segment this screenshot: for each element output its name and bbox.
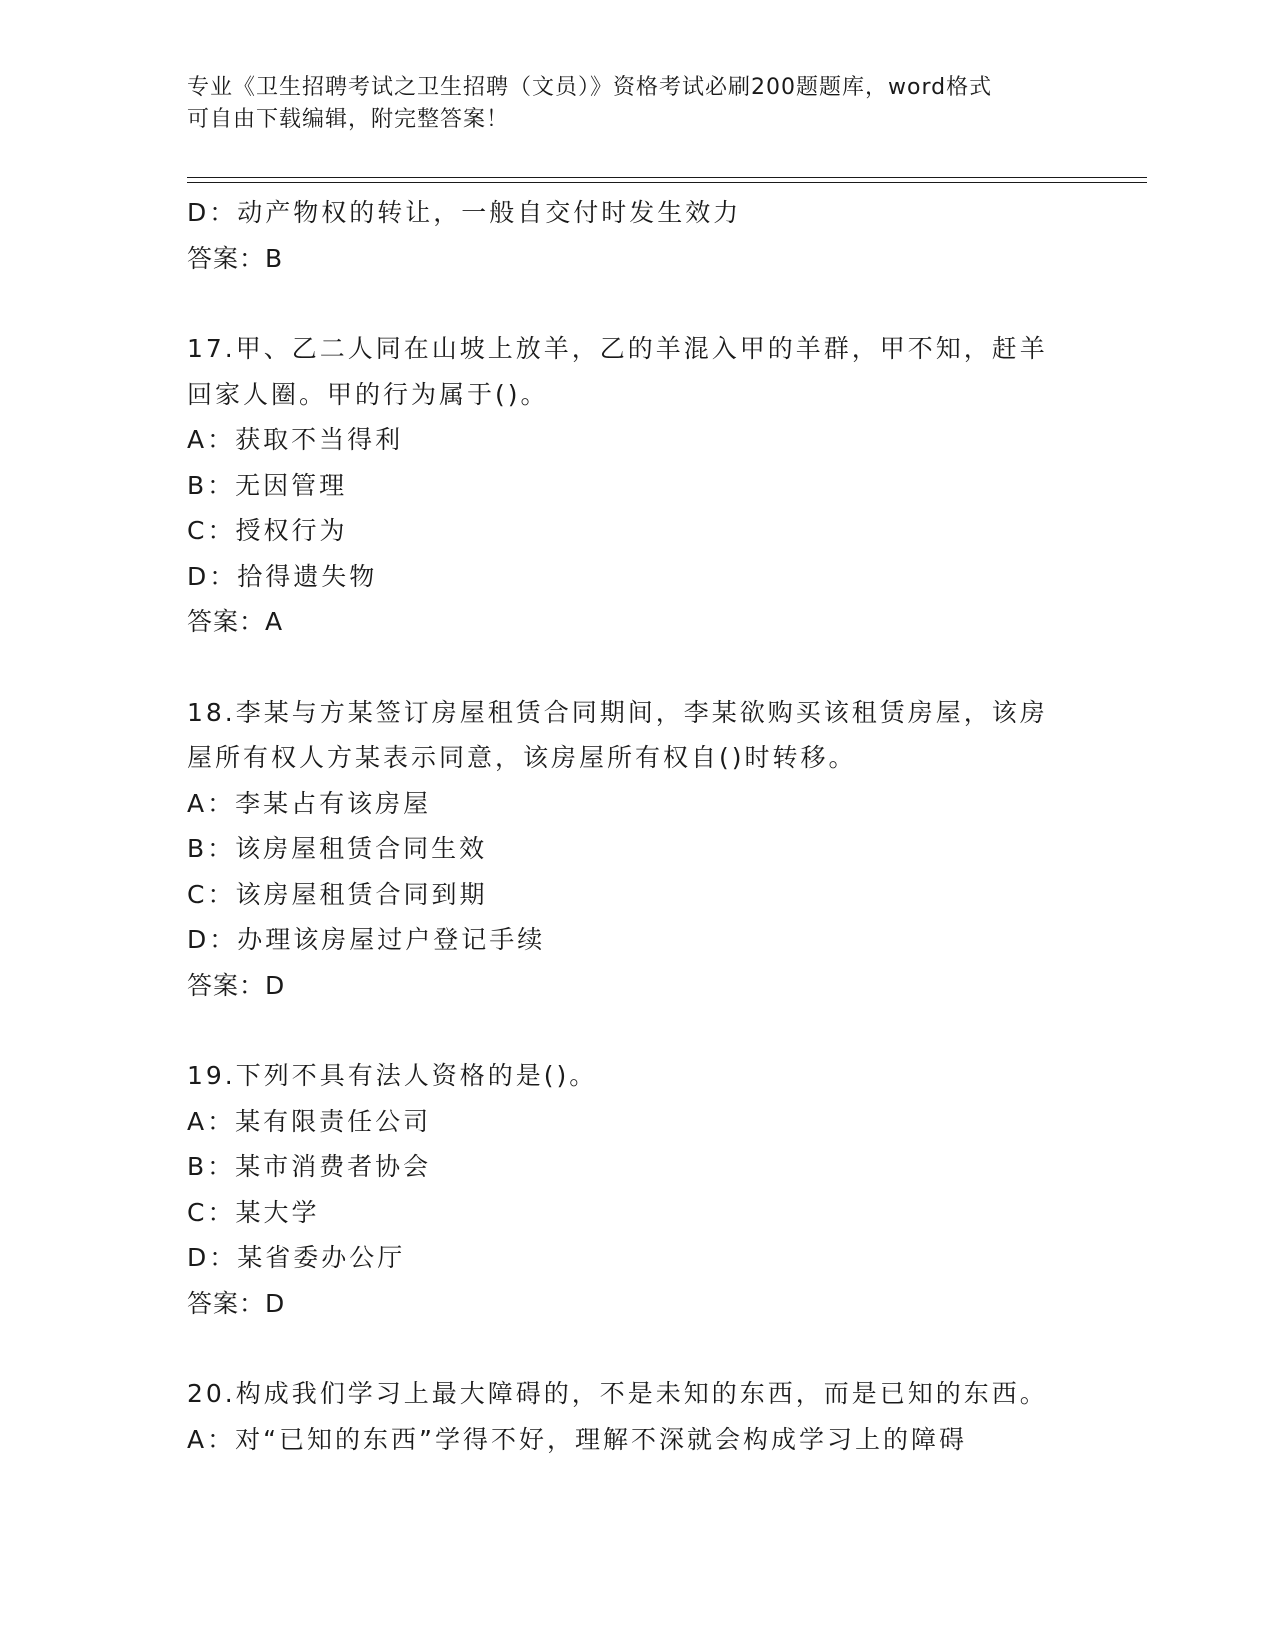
answer-line: 答案：D [187,1288,286,1318]
option-a: A：对“已知的东西”学得不好，理解不深就会构成学习上的障碍 [187,1424,968,1454]
option-d: D：拾得遗失物 [187,561,378,591]
page-header [187,72,1087,136]
header-divider-bottom [187,182,1147,183]
question-list [187,190,1087,1462]
option-c: C：授权行为 [187,516,348,545]
question-17 [187,326,1087,645]
option-a: A：某有限责任公司 [187,1106,432,1136]
question-stem-line-1: 20.构成我们学习上最大障碍的，不是未知的东西，而是已知的东西。 [187,1379,1048,1408]
header-divider-top [187,177,1147,178]
header-title-line-2: 可自由下载编辑，附完整答案！ [187,107,510,132]
option-b: B：该房屋租赁合同生效 [187,834,488,863]
option-c: C：该房屋租赁合同到期 [187,879,488,909]
question-stem-line-2: 回家人圈。甲的行为属于()。 [187,379,549,409]
option-d: D：办理该房屋过户登记手续 [187,925,546,954]
option-c: C：某大学 [187,1197,320,1227]
question-stem-line-1: 18.李某与方某签订房屋租赁合同期间，李某欲购买该租赁房屋，该房 [187,697,1048,727]
question-20 [187,1371,1087,1462]
answer-line: 答案：B [187,243,284,273]
question-stem-line-1: 17.甲、乙二人同在山坡上放羊，乙的羊混入甲的羊群，甲不知，赶羊 [187,334,1048,363]
option-a: A：获取不当得利 [187,425,404,454]
option-a: A：李某占有该房屋 [187,788,432,818]
question-18 [187,690,1087,1009]
option-b: B：某市消费者协会 [187,1152,432,1181]
previous-question-fragment [187,190,1087,281]
answer-line: 答案：A [187,607,284,636]
question-stem-line-2: 屋所有权人方某表示同意，该房屋所有权自()时转移。 [187,743,857,772]
answer-line: 答案：D [187,970,286,1000]
option-b: B：无因管理 [187,470,348,500]
question-stem-line-1: 19.下列不具有法人资格的是()。 [187,1061,598,1090]
header-title-line-1: 专业《卫生招聘考试之卫生招聘（文员）》资格考试必刷200题题库，word格式 [187,75,993,100]
question-19 [187,1053,1087,1326]
option-d: D：动产物权的转让，一般自交付时发生效力 [187,198,742,227]
option-d: D：某省委办公厅 [187,1243,406,1272]
